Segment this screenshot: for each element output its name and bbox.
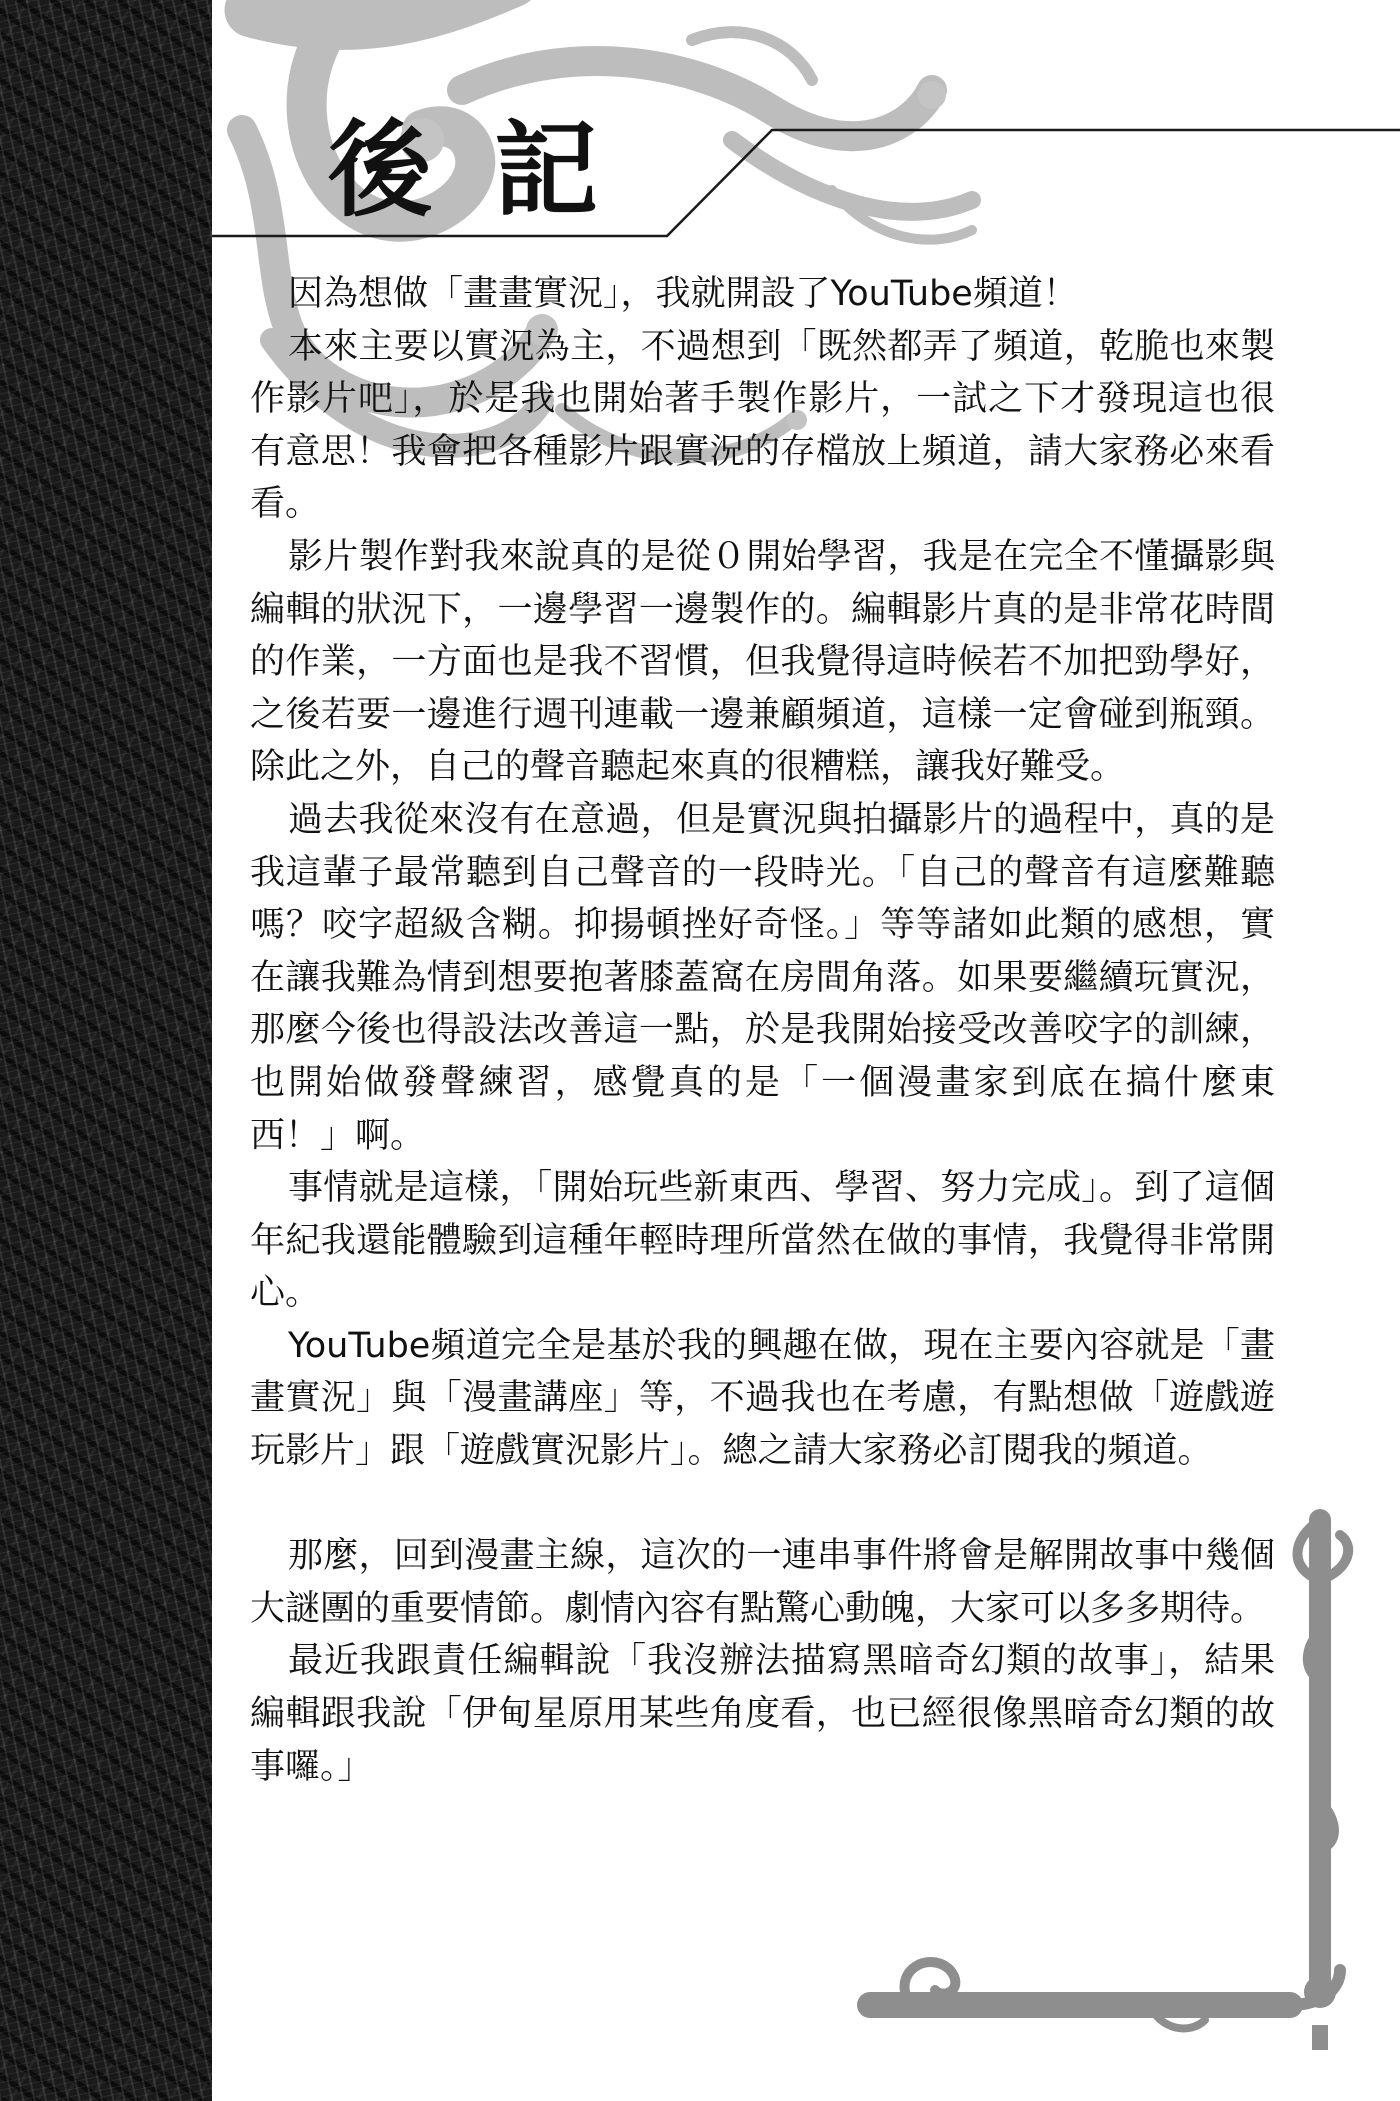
- paragraph: 過去我從來沒有在意過，但是實況與拍攝影片的過程中，真的是我這輩子最常聽到自己聲音的一段時光。「自己的聲音有這麼難聽嗎？咬字超級含糊。抑揚頓挫好奇怪。」等等諸如此類的感想，實在讓我難為情到想要抱著膝蓋窩在房間角落。如果要繼續玩實況，那麼今後也得設法改善這一點，於是我開始接受改善咬字的訓練，也開始做發聲練習，感覺真的是「一個漫畫家到底在搞什麼東西！」啊。: [250, 799, 1275, 1156]
- paragraph: 事情就是這樣，「開始玩些新東西、學習、努力完成」。到了這個年紀我還能體驗到這種年輕時理所當然在做的事情，我覺得非常開心。: [250, 1168, 1275, 1314]
- textured-side-strip: [0, 0, 212, 2101]
- paragraph: 那麼，回到漫畫主線，這次的一連串事件將會是解開故事中幾個大謎團的重要情節。劇情內容有點驚心動魄，大家可以多多期待。: [250, 1536, 1275, 1629]
- paragraph: 本來主要以實況為主，不過想到「既然都弄了頻道，乾脆也來製作影片吧」，於是我也開始著手製作影片，一試之下才發現這也很有意思！我會把各種影片跟實況的存檔放上頻道，請大家務必來看看。: [250, 326, 1275, 525]
- afterword-body: [250, 268, 1275, 1793]
- paragraph: 影片製作對我來說真的是從０開始學習，我是在完全不懂攝影與編輯的狀況下，一邊學習一邊製作的。編輯影片真的是非常花時間的作業，一方面也是我不習慣，但我覺得這時候若不加把勁學好，之後若要一邊進行週刊連載一邊兼顧頻道，這樣一定會碰到瓶頸。除此之外，自己的聲音聽起來真的很糟糕，讓我好難受。: [250, 536, 1275, 788]
- paragraph: YouTube頻道完全是基於我的興趣在做，現在主要內容就是「畫畫實況」與「漫畫講座」等，不過我也在考慮，有點想做「遊戲遊玩影片」跟「遊戲實況影片」。總之請大家務必訂閱我的頻道。: [250, 1325, 1275, 1472]
- paragraph: 因為想做「畫畫實況」，我就開設了YouTube頻道！: [288, 274, 1078, 314]
- paragraph: 最近我跟責任編輯說「我沒辦法描寫黑暗奇幻類的故事」，結果編輯跟我說「伊甸星原用某些角度看，也已經很像黑暗奇幻類的故事囉。」: [250, 1641, 1275, 1787]
- page-title: 後記: [328, 109, 661, 231]
